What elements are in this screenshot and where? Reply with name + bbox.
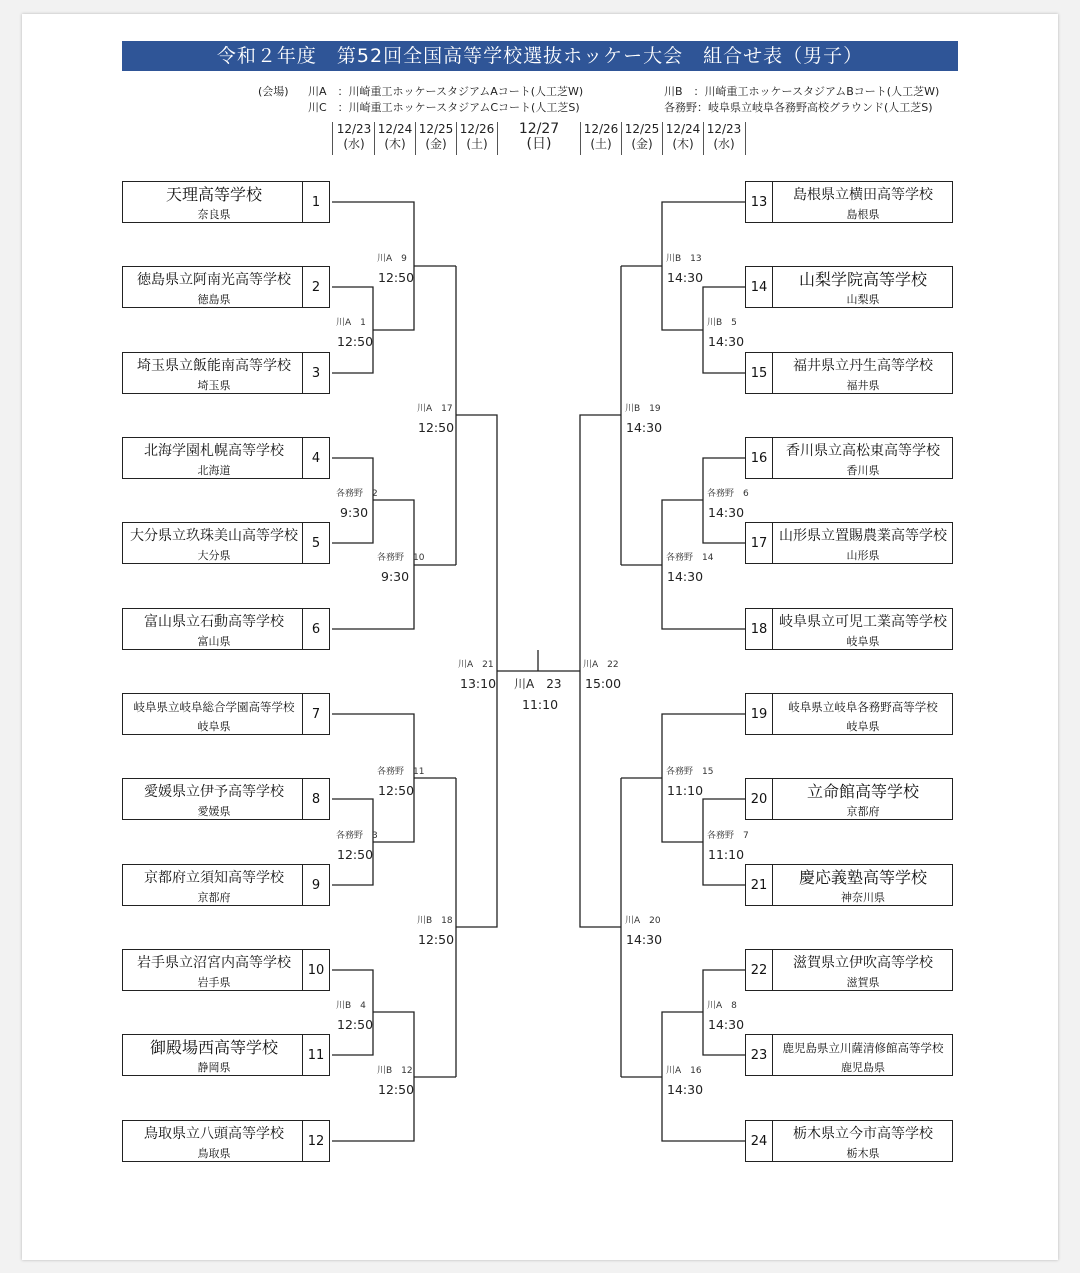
match-label: 各務野 3	[336, 831, 378, 841]
match-label: 各務野 2	[336, 489, 378, 499]
team-name: 徳島県立阿南光高等学校	[137, 272, 291, 288]
team-seed: 2	[302, 267, 329, 307]
team-prefecture: 鹿児島県	[841, 1061, 885, 1074]
final-match-time: 11:10	[522, 697, 559, 712]
team-box	[745, 352, 953, 394]
final-match-label: 川A 23	[514, 677, 562, 691]
team-prefecture: 山梨県	[846, 293, 880, 306]
team-prefecture: 埼玉県	[197, 379, 231, 392]
team-prefecture: 徳島県	[197, 293, 231, 306]
team-prefecture: 大分県	[197, 549, 231, 562]
team-name: 岩手県立沼宮内高等学校	[137, 955, 291, 971]
team-name: 岐阜県立岐阜総合学園高等学校	[133, 700, 295, 714]
match-time: 12:50	[418, 420, 455, 435]
team-name: 御殿場西高等学校	[149, 1038, 278, 1057]
team-box	[122, 1120, 330, 1162]
team-box	[745, 522, 953, 564]
team-seed: 21	[746, 865, 773, 905]
match-time: 14:30	[626, 420, 663, 435]
team-prefecture: 福井県	[846, 379, 880, 392]
team-seed: 11	[302, 1035, 329, 1075]
match-time: 14:30	[626, 932, 663, 947]
team-prefecture: 静岡県	[197, 1061, 231, 1074]
team-box	[122, 181, 330, 223]
team-prefecture: 岩手県	[197, 976, 231, 989]
team-seed: 15	[746, 353, 773, 393]
match-label: 川A 8	[707, 1001, 737, 1011]
team-box	[745, 864, 953, 906]
team-prefecture: 岐阜県	[846, 720, 880, 733]
match-label: 川B 4	[336, 1001, 366, 1011]
venue-kakamigahara: 各務野：岐阜県立岐阜各務野高校グラウンド(人工芝S)	[664, 101, 933, 114]
match-time: 14:30	[667, 1082, 704, 1097]
venue-kawasaki-b: 川B ：川崎重工ホッケースタジアムBコート(人工芝W)	[664, 85, 940, 98]
team-box	[122, 522, 330, 564]
team-name: 栃木県立今市高等学校	[793, 1126, 933, 1142]
team-name: 慶応義塾高等学校	[798, 868, 927, 887]
date-header: 12/23 (水)	[706, 122, 742, 151]
match-label: 川B 18	[417, 916, 453, 926]
match-label: 川A 17	[417, 404, 453, 414]
team-box	[745, 181, 953, 223]
date-header: 12/24 (木)	[377, 122, 413, 151]
match-label: 各務野 10	[377, 553, 425, 563]
team-name: 島根県立横田高等学校	[793, 187, 933, 203]
team-name: 福井県立丹生高等学校	[793, 358, 933, 374]
team-prefecture: 京都府	[197, 891, 231, 904]
team-seed: 19	[746, 694, 773, 734]
team-seed: 7	[302, 694, 329, 734]
team-prefecture: 山形県	[846, 549, 880, 562]
team-name: 埼玉県立飯能南高等学校	[137, 358, 291, 374]
venue-kawasaki-c: 川C ：川崎重工ホッケースタジアムCコート(人工芝S)	[308, 101, 580, 114]
date-header: 12/23 (水)	[336, 122, 372, 151]
match-time: 14:30	[667, 569, 704, 584]
team-prefecture: 北海道	[197, 464, 231, 477]
team-box	[745, 266, 953, 308]
team-seed: 20	[746, 779, 773, 819]
team-seed: 5	[302, 523, 329, 563]
team-box	[122, 693, 330, 735]
date-header: 12/25 (金)	[418, 122, 454, 151]
team-seed: 8	[302, 779, 329, 819]
match-label: 各務野 14	[666, 553, 714, 563]
match-time: 12:50	[378, 1082, 415, 1097]
match-label: 川A 20	[625, 916, 661, 926]
team-prefecture: 栃木県	[846, 1147, 880, 1160]
team-prefecture: 富山県	[197, 635, 231, 648]
team-name: 京都府立須知高等学校	[144, 870, 284, 886]
match-time: 13:10	[460, 676, 497, 691]
team-seed: 10	[302, 950, 329, 990]
match-label: 川B 19	[625, 404, 661, 414]
team-prefecture: 神奈川県	[841, 891, 885, 904]
team-box	[122, 1034, 330, 1076]
match-label: 川B 5	[707, 318, 737, 328]
team-name: 立命館高等学校	[806, 782, 919, 801]
match-label: 川B 13	[666, 254, 702, 264]
match-label: 川A 9	[377, 254, 407, 264]
date-header: 12/25 (金)	[624, 122, 660, 151]
team-name: 山形県立置賜農業高等学校	[779, 528, 947, 544]
match-label: 各務野 11	[377, 767, 425, 777]
team-box	[745, 437, 953, 479]
team-name: 富山県立石動高等学校	[144, 614, 284, 630]
team-prefecture: 奈良県	[197, 208, 231, 221]
team-box	[745, 693, 953, 735]
team-name: 岐阜県立岐阜各務野高等学校	[788, 700, 938, 714]
match-time: 12:50	[378, 270, 415, 285]
team-box	[745, 949, 953, 991]
team-seed: 17	[746, 523, 773, 563]
date-header: 12/24 (木)	[665, 122, 701, 151]
venue-kawasaki-a: 川A ：川崎重工ホッケースタジアムAコート(人工芝W)	[308, 85, 584, 98]
venue-legend-label: (会場)	[258, 85, 289, 98]
team-prefecture: 京都府	[846, 805, 880, 818]
team-seed: 6	[302, 609, 329, 649]
team-prefecture: 香川県	[846, 464, 880, 477]
date-header-final: 12/27 (日)	[518, 121, 560, 152]
team-seed: 4	[302, 438, 329, 478]
team-box	[745, 778, 953, 820]
team-seed: 3	[302, 353, 329, 393]
match-label: 各務野 7	[707, 831, 749, 841]
team-seed: 13	[746, 182, 773, 222]
team-seed: 22	[746, 950, 773, 990]
team-name: 滋賀県立伊吹高等学校	[793, 955, 933, 971]
team-prefecture: 岐阜県	[197, 720, 231, 733]
match-time: 11:10	[708, 847, 745, 862]
match-time: 15:00	[585, 676, 622, 691]
match-time: 14:30	[667, 270, 704, 285]
team-name: 鳥取県立八頭高等学校	[144, 1126, 284, 1142]
match-time: 14:30	[708, 505, 745, 520]
match-time: 12:50	[378, 783, 415, 798]
team-box	[745, 1034, 953, 1076]
match-time: 12:50	[418, 932, 455, 947]
team-box	[122, 949, 330, 991]
team-prefecture: 鳥取県	[197, 1147, 231, 1160]
team-box	[122, 864, 330, 906]
team-name: 天理高等学校	[165, 185, 262, 204]
match-time: 9:30	[381, 569, 410, 584]
team-prefecture: 岐阜県	[846, 635, 880, 648]
team-name: 大分県立玖珠美山高等学校	[130, 528, 298, 544]
date-header: 12/26 (土)	[459, 122, 495, 151]
team-box	[122, 266, 330, 308]
team-box	[122, 352, 330, 394]
match-time: 12:50	[337, 334, 374, 349]
team-name: 愛媛県立伊予高等学校	[144, 784, 284, 800]
team-prefecture: 滋賀県	[846, 976, 880, 989]
team-seed: 12	[302, 1121, 329, 1161]
team-seed: 23	[746, 1035, 773, 1075]
match-time: 9:30	[340, 505, 369, 520]
page-title: 令和２年度 第52回全国高等学校選抜ホッケー大会 組合せ表（男子）	[122, 41, 958, 71]
team-seed: 18	[746, 609, 773, 649]
team-box	[745, 608, 953, 650]
team-name: 山梨学院高等学校	[798, 270, 927, 289]
team-seed: 24	[746, 1121, 773, 1161]
team-seed: 16	[746, 438, 773, 478]
match-label: 川A 21	[458, 660, 494, 670]
match-label: 各務野 15	[666, 767, 714, 777]
team-name: 鹿児島県立川薩清修館高等学校	[782, 1041, 944, 1055]
match-time: 11:10	[667, 783, 704, 798]
match-time: 12:50	[337, 847, 374, 862]
team-prefecture: 島根県	[846, 208, 880, 221]
team-seed: 14	[746, 267, 773, 307]
team-box	[122, 778, 330, 820]
match-time: 14:30	[708, 334, 745, 349]
team-box	[122, 608, 330, 650]
date-header: 12/26 (土)	[583, 122, 619, 151]
team-name: 岐阜県立可児工業高等学校	[779, 614, 947, 630]
match-label: 川A 1	[336, 318, 366, 328]
team-seed: 1	[302, 182, 329, 222]
match-time: 14:30	[708, 1017, 745, 1032]
team-name: 香川県立高松東高等学校	[786, 443, 940, 459]
match-label: 各務野 6	[707, 489, 749, 499]
team-name: 北海学園札幌高等学校	[144, 443, 284, 459]
team-prefecture: 愛媛県	[197, 805, 231, 818]
match-time: 12:50	[337, 1017, 374, 1032]
team-box	[745, 1120, 953, 1162]
match-label: 川B 12	[377, 1066, 413, 1076]
team-box	[122, 437, 330, 479]
match-label: 川A 16	[666, 1066, 702, 1076]
team-seed: 9	[302, 865, 329, 905]
match-label: 川A 22	[583, 660, 619, 670]
